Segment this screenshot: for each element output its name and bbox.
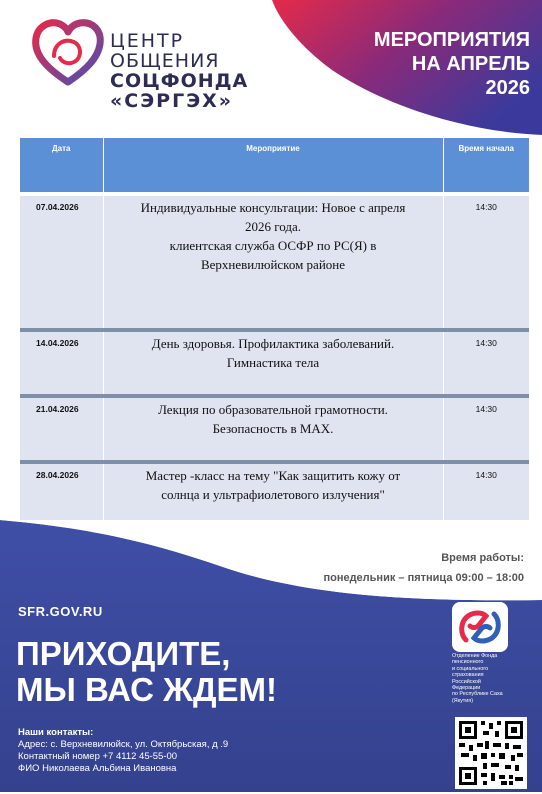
- sfr-line: пенсионного: [452, 659, 484, 666]
- row-time: 14:30: [443, 396, 529, 462]
- events-table: [20, 138, 529, 532]
- row-time: 14:30: [443, 462, 529, 530]
- qr-pattern: [455, 717, 527, 789]
- logo-line-2: ОБЩЕНИЯ: [110, 49, 220, 72]
- row-event: [103, 396, 443, 462]
- slogan: [16, 636, 277, 708]
- row-date: 14.04.2026: [20, 330, 103, 396]
- banner-line-1: МЕРОПРИЯТИЯ: [373, 29, 530, 51]
- qr-code-icon[interactable]: [455, 717, 527, 789]
- banner-title: [374, 28, 530, 100]
- contacts-block: [18, 727, 228, 775]
- sfr-logo-icon: [452, 602, 508, 652]
- sfr-line: Федерации: [452, 685, 481, 692]
- banner-line-3: 2026: [485, 77, 530, 99]
- row-time: 14:30: [443, 196, 529, 330]
- center-logo: [30, 12, 260, 112]
- sfr-line: (Якутия): [452, 697, 473, 704]
- event-line: солнца и ультрафиолетового излучения": [161, 487, 385, 502]
- header-event: Мероприятие: [103, 138, 443, 192]
- event-line: Гимнастика тела: [226, 355, 320, 370]
- event-line: 2026 года.: [244, 219, 302, 234]
- title-banner: [272, 0, 542, 135]
- contacts-address: Адрес: с. Верхневилюйск, ул. Октябрьская, д .9: [18, 739, 229, 750]
- contacts-title: Наши контакты:: [18, 727, 94, 738]
- logo-text: [110, 32, 248, 112]
- event-line: Лекция по образовательной грамотности.: [158, 402, 388, 417]
- event-line: клиентская служба ОСФР по РС(Я) в: [169, 238, 377, 253]
- table-row: [20, 196, 529, 330]
- event-line: Безопасность в МАХ.: [212, 421, 334, 436]
- slogan-line-1: ПРИХОДИТЕ,: [16, 635, 231, 672]
- header-time: Время начала: [443, 138, 529, 192]
- work-time-hours: понедельник – пятница 09:00 – 18:00: [323, 572, 524, 584]
- table-row: [20, 330, 529, 396]
- banner-line-2: НА АПРЕЛЬ: [411, 53, 530, 75]
- event-line: День здоровья. Профилактика заболеваний.: [151, 336, 395, 351]
- logo-line-1: ЦЕНТР: [110, 30, 185, 52]
- contacts-person: ФИО Николаева Альбина Ивановна: [18, 763, 177, 774]
- logo-line-4: «СЭРГЭХ»: [110, 89, 234, 112]
- sfr-line: Российской: [452, 678, 481, 685]
- contacts-phone: Контактный номер +7 4112 45-55-00: [18, 751, 178, 762]
- row-event: [103, 330, 443, 396]
- row-date: 21.04.2026: [20, 396, 103, 462]
- row-date: 28.04.2026: [20, 462, 103, 530]
- row-date: 07.04.2026: [20, 196, 103, 330]
- site-link[interactable]: SFR.GOV.RU: [18, 604, 103, 619]
- heart-logo-icon: [30, 16, 106, 88]
- table-row: [20, 396, 529, 462]
- row-event: [103, 196, 443, 330]
- event-line: Верхневилюйском районе: [200, 257, 346, 272]
- row-time: 14:30: [443, 330, 529, 396]
- work-time-title: Время работы:: [441, 552, 524, 564]
- event-line: Индивидуальные консультации: Новое с апреля: [140, 200, 406, 215]
- header-date: Дата: [20, 138, 103, 192]
- sfr-org-name: [452, 653, 534, 704]
- table-header-row: [20, 138, 529, 192]
- sfr-line: Отделение Фонда: [452, 653, 498, 659]
- logo-line-3: СОЦФОНДА: [110, 69, 249, 92]
- sfr-line: по Республике Саха: [452, 691, 503, 698]
- event-line: Мастер -класс на тему "Как защитить кожу от: [145, 468, 401, 483]
- slogan-line-2: МЫ ВАС ЖДЕМ!: [16, 671, 277, 708]
- sfr-line: и социального: [452, 665, 489, 672]
- sfr-line: страхования: [452, 672, 484, 679]
